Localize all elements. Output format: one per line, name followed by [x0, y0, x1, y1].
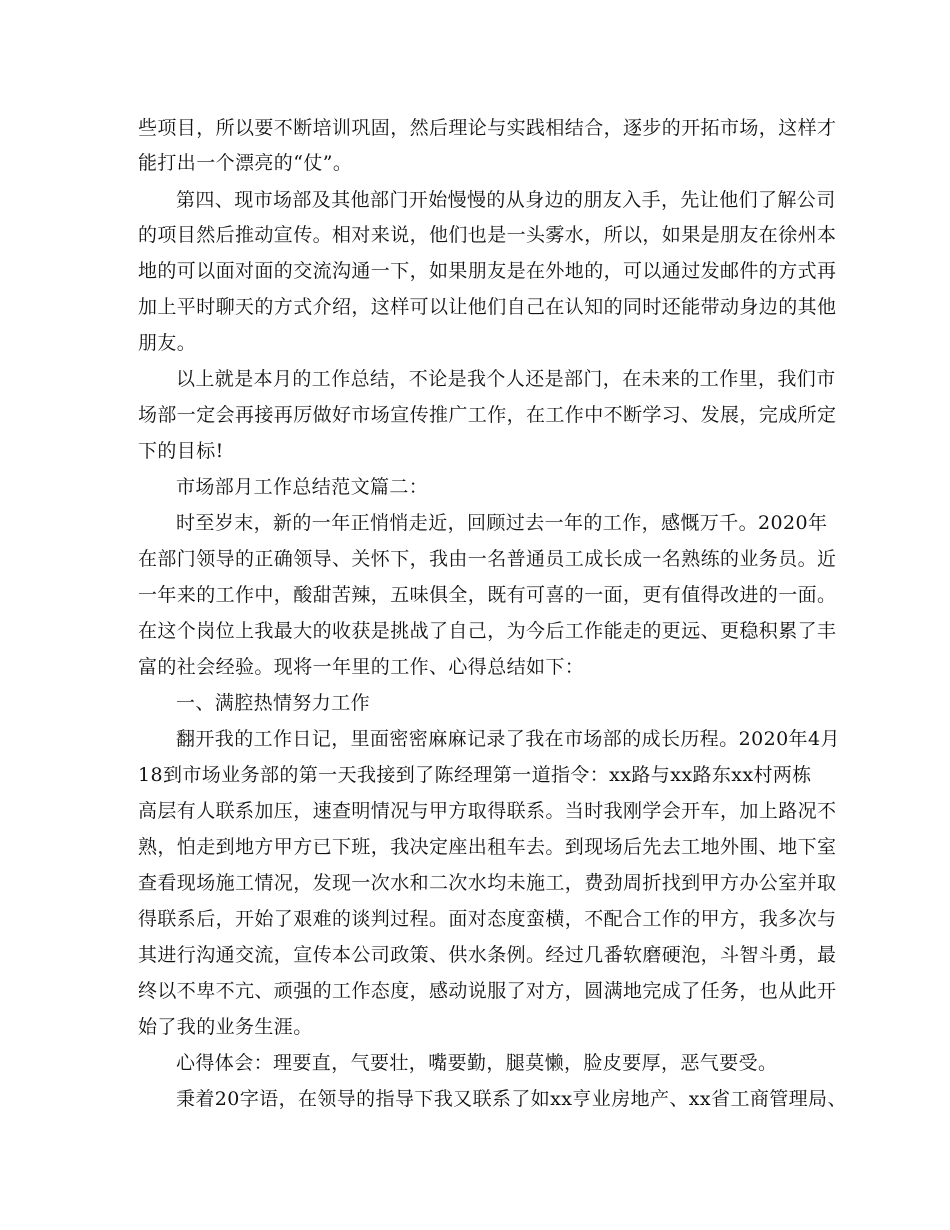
text-line: 一年来的工作中，酸甜苦辣，五味俱全，既有可喜的一面，更有值得改进的一面。: [138, 584, 837, 606]
text-line: 高层有人联系加压，速查明情况与甲方取得联系。当时我刚学会开车，加上路况不: [138, 800, 837, 822]
paragraph-start-line: 翻开我的工作日记，里面密密麻麻记录了我在市场部的成长历程。2020年4月: [176, 728, 840, 750]
text-line: 地的可以面对面的交流沟通一下，如果朋友是在外地的，可以通过发邮件的方式再: [138, 260, 837, 282]
section-heading: 市场部月工作总结范文篇二：: [176, 476, 429, 498]
paragraph-start-line: 秉着20字语，在领导的指导下我又联系了如xx亨业房地产、xx省工商管理局、: [176, 1088, 847, 1110]
text-line: 些项目，所以要不断培训巩固，然后理论与实践相结合，逐步的开拓市场，这样才: [138, 117, 837, 139]
text-line: 下的目标!: [138, 440, 224, 462]
text-line: 终以不卑不亢、顽强的工作态度，感动说服了对方，圆满地完成了任务，也从此开: [138, 980, 837, 1002]
paragraph-start-line: 心得体会：理要直，气要壮，嘴要勤，腿莫懒，脸皮要厚，恶气要受。: [176, 1052, 778, 1074]
text-line: 能打出一个漂亮的“仗”。: [138, 152, 353, 174]
text-line: 始了我的业务生涯。: [138, 1016, 313, 1038]
text-line: 富的社会经验。现将一年里的工作、心得总结如下：: [138, 656, 585, 678]
text-line: 在这个岗位上我最大的收获是挑战了自己，为今后工作能走的更远、更稳积累了丰: [138, 620, 837, 642]
text-line: 得联系后，开始了艰难的谈判过程。面对态度蛮横，不配合工作的甲方，我多次与: [138, 908, 837, 930]
text-line: 的项目然后推动宣传。相对来说，他们也是一头雾水，所以，如果是朋友在徐州本: [138, 224, 837, 246]
text-line: 朋友。: [138, 332, 197, 354]
text-line: 18到市场业务部的第一天我接到了陈经理第一道指令：xx路与xx路东xx村两栋: [138, 764, 812, 786]
text-line: 查看现场施工情况，发现一次水和二次水均未施工，费劲周折找到甲方办公室并取: [138, 872, 837, 894]
text-line: 在部门领导的正确领导、关怀下，我由一名普通员工成长成一名熟练的业务员。近: [138, 548, 837, 570]
paragraph-start-line: 以上就是本月的工作总结，不论是我个人还是部门，在未来的工作里，我们市: [176, 368, 836, 390]
text-line: 熟，怕走到地方甲方已下班，我决定座出租车去。到现场后先去工地外围、地下室: [138, 836, 837, 858]
text-line: 场部一定会再接再厉做好市场宣传推广工作，在工作中不断学习、发展，完成所定: [138, 404, 837, 426]
paragraph-start-line: 时至岁末，新的一年正悄悄走近，回顾过去一年的工作，感慨万千。2020年: [176, 512, 828, 534]
text-line: 加上平时聊天的方式介绍，这样可以让他们自己在认知的同时还能带动身边的其他: [138, 296, 837, 318]
paragraph-start-line: 第四、现市场部及其他部门开始慢慢的从身边的朋友入手，先让他们了解公司: [176, 189, 836, 211]
text-line: 其进行沟通交流，宣传本公司政策、供水条例。经过几番软磨硬泡，斗智斗勇，最: [138, 944, 837, 966]
section-heading: 一、满腔热情努力工作: [176, 692, 371, 714]
